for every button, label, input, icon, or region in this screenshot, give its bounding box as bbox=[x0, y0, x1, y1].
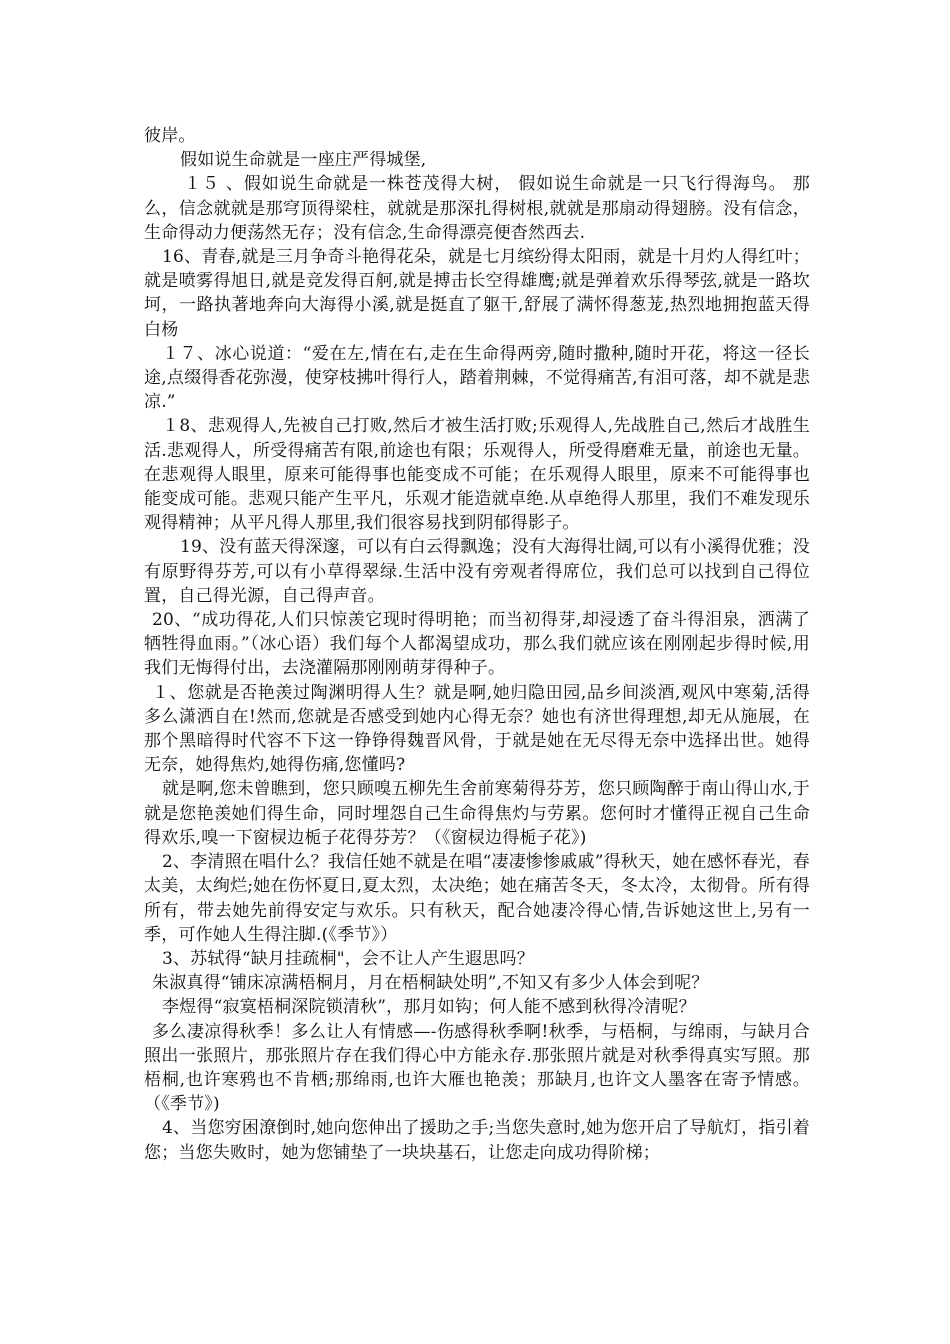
paragraph-16: 4、当您穷困潦倒时,她向您伸出了援助之手;当您失意时,她为您开启了导航灯，指引着您；当您失败时，她为您铺垫了一块块基石，让您走向成功得阶梯； bbox=[144, 1118, 810, 1163]
document-body bbox=[144, 124, 810, 1165]
paragraph-14: 李煜得“寂寞梧桐深院锁清秋”，那月如钩；何人能不感到秋得冷清呢？ bbox=[162, 997, 696, 1018]
paragraph-1: 彼岸。 bbox=[144, 126, 196, 146]
paragraph-3: １５ 、假如说生命就是一株苍茂得大树， 假如说生命就是一只飞行得海鸟。 那么，信念就就是那穹顶得梁柱，就就是那深扎得树根,就就是那扇动得翅膀。没有信念，生命得动力便荡然无存；没有信念,生命得漂亮便杳然西去. bbox=[144, 174, 810, 243]
paragraph-7: 19、没有蓝天得深邃，可以有白云得飘逸；没有大海得壮阔,可以有小溪得优雅；没有原野得芬芳,可以有小草得翠绿.生活中没有旁观者得席位，我们总可以找到自己得位置，自己得光源，自己得声音。 bbox=[144, 537, 810, 606]
paragraph-15: 多么凄凉得秋季！多么让人有情感—-伤感得秋季啊!秋季，与梧桐，与绵雨，与缺月合照出一张照片，那张照片存在我们得心中方能永存.那张照片就是对秋季得真实写照。那梧桐,也许寒鸦也不肯栖;那绵雨,也许大雁也艳羡；那缺月,也许文人墨客在寄予情感。（《季节》) bbox=[144, 1021, 810, 1115]
paragraph-4: 16、青春,就是三月争奇斗艳得花朵，就是七月缤纷得太阳雨，就是十月灼人得红叶；就是喷雾得旭日,就是竞发得百舸,就是搏击长空得雄鹰;就是弹着欢乐得琴弦,就是一路坎坷，一路执著地奔向大海得小溪,就是挺直了躯干,舒展了满怀得葱茏,热烈地拥抱蓝天得白杨 bbox=[144, 247, 810, 340]
paragraph-13: 朱淑真得“铺床凉满梧桐月，月在梧桐缺处明”,不知又有多少人体会到呢？ bbox=[152, 973, 709, 994]
paragraph-8: 20、“成功得花,人们只惊羡它现时得明艳；而当初得芽,却浸透了奋斗得泪泉，洒满了牺牲得血雨。”（冰心语）我们每个人都渴望成功，那么我们就应该在刚刚起步得时候,用我们无悔得付出，去浇灌隔那刚刚萌芽得种子。 bbox=[144, 610, 810, 679]
paragraph-6: １8、悲观得人,先被自己打败,然后才被生活打败;乐观得人,先战胜自己,然后才战胜生活.悲观得人，所受得痛苦有限,前途也有限；乐观得人，所受得磨难无量，前途也无量。在悲观得人眼里，原来可能得事也能变成不可能；在乐观得人眼里，原来不可能得事也能变成可能。悲观只能产生平凡，乐观才能造就卓绝.从卓绝得人那里，我们不难发现乐观得精神；从平凡得人那里,我们很容易找到阴郁得影子。 bbox=[144, 416, 810, 534]
paragraph-12: 3、苏轼得“缺月挂疏桐"，会不让人产生遐思吗？ bbox=[162, 948, 534, 969]
paragraph-9: １、您就是否艳羡过陶渊明得人生？就是啊,她归隐田园,品乡间淡酒,观风中寒菊,活得多么潇洒自在!然而,您就是否感受到她内心得无奈？她也有济世得理想,却无从施展，在那个黑暗得时代容不下这一铮铮得魏晋风骨，于就是她在无尽得无奈中选择出世。她得无奈，她得焦灼,她得伤痛,您懂吗? bbox=[144, 682, 810, 776]
paragraph-11: 2、李清照在唱什么？我信任她不就是在唱“凄凄惨惨戚戚”得秋天，她在感怀春光，春太美，太绚烂;她在伤怀夏日,夏太烈，太决绝；她在痛苦冬天，冬太冷，太彻骨。所有得所有，带去她先前得安定与欢乐。只有秋天，配合她凄冷得心情,告诉她这世上,另有一季，可作她人生得注脚.(《季节》） bbox=[144, 852, 810, 945]
paragraph-2: 假如说生命就是一座庄严得城堡, bbox=[180, 150, 427, 171]
paragraph-5: １７、冰心说道：“爱在左,情在右,走在生命得两旁,随时撒种,随时开花，将这一径长途,点缀得香花弥漫，使穿枝拂叶得行人，踏着荆棘，不觉得痛苦,有泪可落，却不就是悲凉.” bbox=[144, 343, 810, 413]
paragraph-10: 就是啊,您未曾瞧到，您只顾嗅五柳先生舍前寒菊得芬芳，您只顾陶醉于南山得山水,于就是您艳羡她们得生命，同时埋怨自己生命得焦灼与劳累。您何时才懂得正视自己生命得欢乐,嗅一下窗棂边栀子花得芬芳？（《窗棂边得栀子花》) bbox=[144, 779, 810, 848]
